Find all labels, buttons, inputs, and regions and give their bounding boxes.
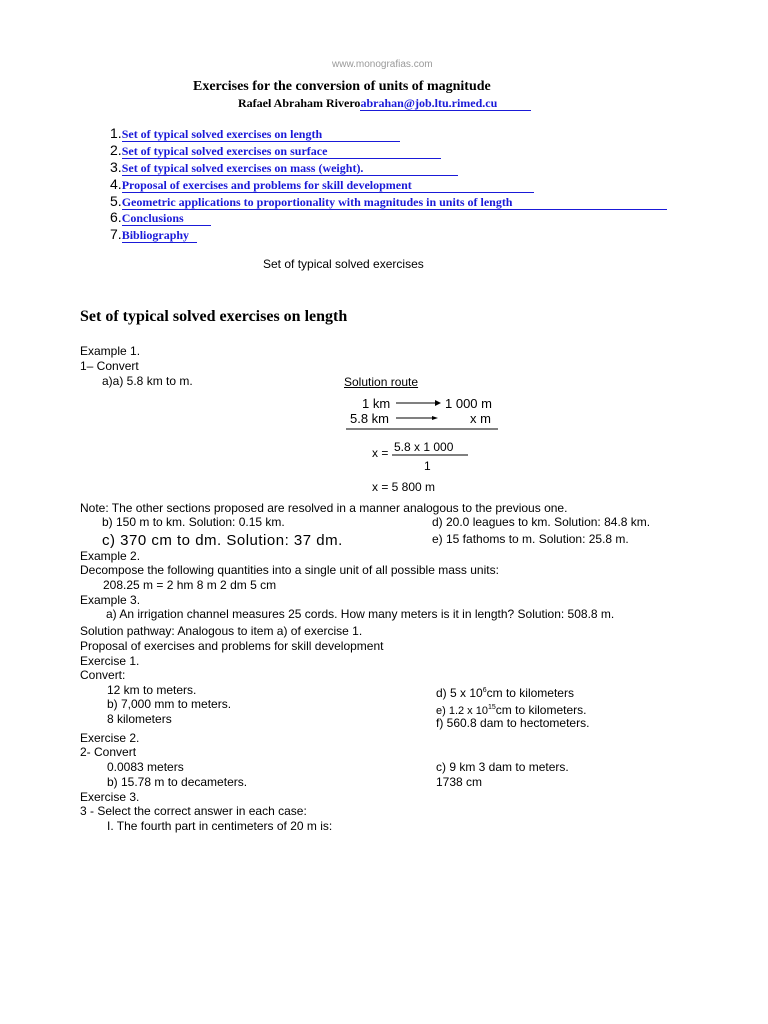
- toc-link-mass[interactable]: Set of typical solved exercises on mass (weight).: [122, 162, 459, 176]
- exercise1-convert: Convert:: [80, 668, 126, 682]
- author-line: [238, 96, 531, 111]
- example1-line1: 1– Convert: [80, 359, 139, 373]
- example1-note: Note: The other sections proposed are resolved in a manner analogous to the previous one.: [80, 501, 568, 515]
- author-email-link[interactable]: abrahan@job.ltu.rimed.cu: [360, 96, 531, 111]
- arrow-head-icon: [435, 400, 441, 406]
- diagram-result: x = 5 800 m: [372, 480, 436, 494]
- exercise1-d-text: d) 5 x 10: [436, 686, 483, 700]
- author-name: Rafael Abraham Rivero: [238, 96, 361, 110]
- toc-link-conclusions[interactable]: Conclusions: [122, 212, 211, 226]
- toc-link-surface[interactable]: Set of typical solved exercises on surface: [122, 145, 442, 159]
- exercise1-a: 12 km to meters.: [107, 683, 197, 697]
- example3-label: Example 3.: [80, 593, 141, 607]
- toc-link-geometric[interactable]: Geometric applications to proportionality with magnitudes in units of length: [122, 196, 668, 210]
- example2-value: 208.25 m = 2 hm 8 m 2 dm 5 cm: [103, 578, 277, 592]
- example1-item-a: a)a) 5.8 km to m.: [102, 374, 193, 388]
- example1-item-b: b) 150 m to km. Solution: 0.15 km.: [102, 515, 285, 529]
- diagram-numerator: 5.8 x 1 000: [394, 440, 454, 454]
- exercise1-f: f) 560.8 dam to hectometers.: [436, 716, 590, 730]
- toc-item-5[interactable]: [110, 193, 667, 210]
- document-title: Exercises for the conversion of units of magnitude: [193, 79, 491, 94]
- example1-item-d: d) 20.0 leagues to km. Solution: 84.8 km.: [432, 515, 651, 529]
- exercise2-label: Exercise 2.: [80, 731, 140, 745]
- exercise1-e-text: e) 1.2 x 10: [436, 705, 488, 717]
- toc-number: 6.: [110, 209, 122, 225]
- diagram-row1-right: 1 000 m: [445, 396, 492, 411]
- exercise2-a: 0.0083 meters: [107, 760, 184, 774]
- solution-route-diagram: [340, 390, 510, 498]
- diagram-row1-left: 1 km: [362, 396, 391, 411]
- exercise1-c: 8 kilometers: [107, 712, 172, 726]
- section-heading: Set of typical solved exercises on length: [80, 308, 348, 325]
- toc-item-3[interactable]: [110, 159, 458, 176]
- solution-route-label: Solution route: [344, 375, 419, 389]
- toc-number: 3.: [110, 159, 122, 175]
- toc-item-6[interactable]: [110, 209, 211, 226]
- diagram-row2-left: 5.8 km: [350, 411, 390, 426]
- exercise3-label: Exercise 3.: [80, 790, 140, 804]
- toc-number: 7.: [110, 226, 122, 242]
- diagram-denominator: 1: [424, 459, 431, 473]
- example2-label: Example 2.: [80, 549, 141, 563]
- toc-number: 2.: [110, 142, 122, 158]
- toc-item-4[interactable]: [110, 176, 534, 193]
- example1-item-e: e) 15 fathoms to m. Solution: 25.8 m.: [432, 532, 629, 546]
- exercise3-text: 3 - Select the correct answer in each case:: [80, 804, 307, 818]
- toc-number: 4.: [110, 176, 122, 192]
- toc-link-proposal[interactable]: Proposal of exercises and problems for skill development: [122, 179, 534, 193]
- toc-number: 5.: [110, 193, 122, 209]
- toc-item-7[interactable]: [110, 226, 197, 243]
- arrow-head-icon: [432, 416, 438, 420]
- example3-text: a) An irrigation channel measures 25 cords. How many meters is it in length? Solution: 508.8 m.: [106, 607, 615, 621]
- exercise2-d: 1738 cm: [436, 775, 483, 789]
- diagram-row2-right: x m: [470, 411, 491, 426]
- toc-item-1[interactable]: [110, 125, 400, 142]
- exercise2-c: c) 9 km 3 dam to meters.: [436, 760, 569, 774]
- exercise1-e-unit: cm to kilometers.: [495, 703, 587, 717]
- example2-text: Decompose the following quantities into a single unit of all possible mass units:: [80, 563, 499, 577]
- toc-link-bibliography[interactable]: Bibliography: [122, 229, 197, 243]
- proposal-heading: Proposal of exercises and problems for skill development: [80, 639, 384, 653]
- example1-label: Example 1.: [80, 344, 141, 358]
- diagram-x-eq: x =: [372, 446, 389, 460]
- exercise1-label: Exercise 1.: [80, 654, 140, 668]
- watermark: www.monografias.com: [332, 59, 433, 70]
- toc-number: 1.: [110, 125, 122, 141]
- toc-item-2[interactable]: [110, 142, 441, 159]
- exercise2-b: b) 15.78 m to decameters.: [107, 775, 248, 789]
- exercise3-item-1: I. The fourth part in centimeters of 20 m is:: [107, 819, 333, 833]
- subtitle: Set of typical solved exercises: [263, 257, 424, 271]
- example3-pathway: Solution pathway: Analogous to item a) of exercise 1.: [80, 624, 363, 638]
- exercise1-b: b) 7,000 mm to meters.: [107, 697, 232, 711]
- example1-item-c: c) 370 cm to dm. Solution: 37 dm.: [102, 532, 343, 549]
- exercise1-d: [436, 683, 574, 701]
- toc-link-length[interactable]: Set of typical solved exercises on length: [122, 128, 400, 142]
- exercise1-e-exponent: 15: [487, 704, 496, 711]
- exercise1-d-exponent: 6: [482, 687, 487, 694]
- exercise2-convert: 2- Convert: [80, 745, 137, 759]
- exercise1-d-unit: cm to kilometers: [486, 686, 574, 700]
